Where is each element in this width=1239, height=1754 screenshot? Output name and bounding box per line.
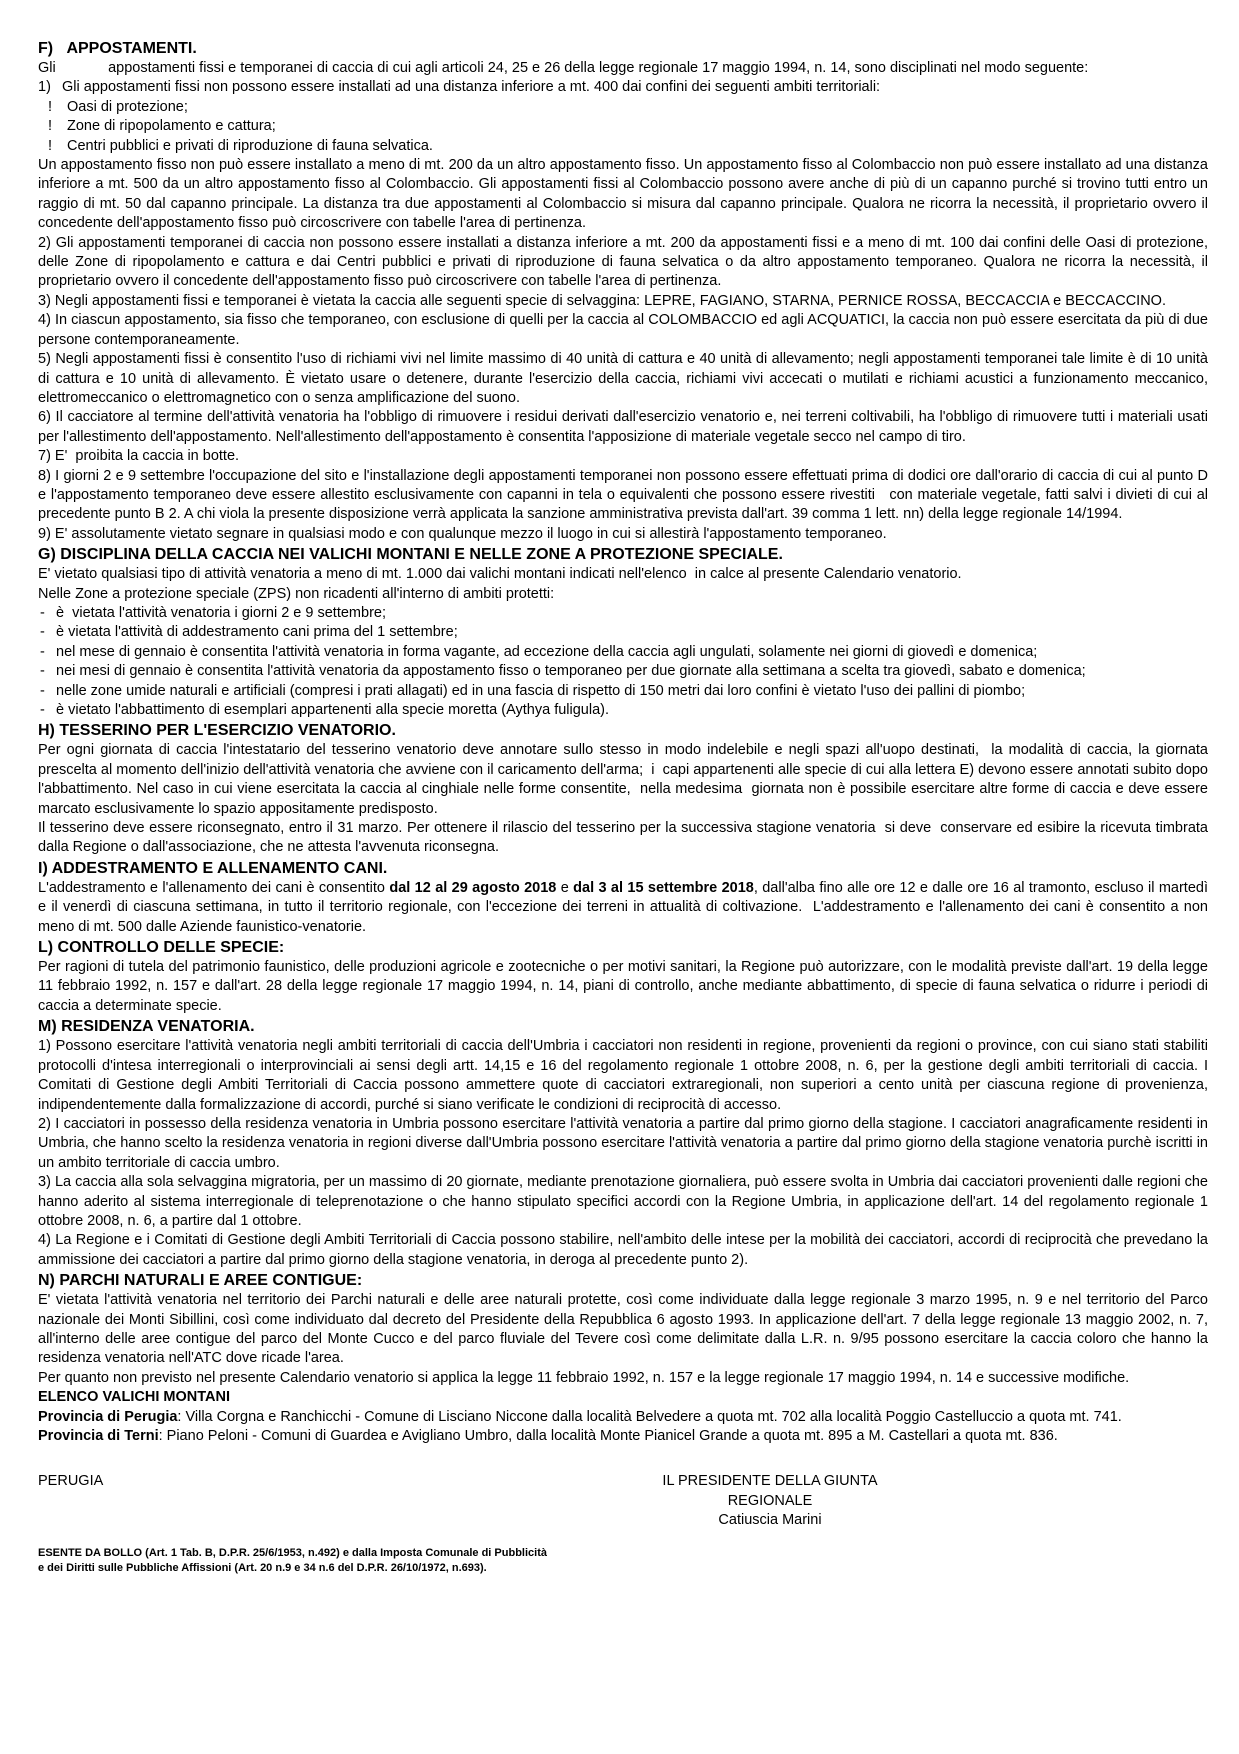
plain-text: , dall'alba fino alle ore 12 e dalle ore 16 al tramonto, escluso il martedì e il venerdì di ciascuna settimana, in tutto il territorio regionale, con l'eccezione dei terreni in attualità di coltivazione. L'addestramento e l'allenamento dei cani è consentito a non meno di mt. 500 dalle Aziende faunistico-venatorie. [38,879,1208,935]
list-item-text: nei mesi di gennaio è consentita l'attività venatoria da appostamento fisso o temporaneo per due giornate alla settimana a scelta tra giovedì, sabato e domenica; [56,663,1086,680]
president-block [630,1472,910,1530]
paragraph: Per quanto non previsto nel presente Calendario venatorio si applica la legge 11 febbraio 1992, n. 157 e la legge regionale 17 maggio 1994, n. 14 e successive modifiche. [38,1369,1130,1386]
section-heading: G) DISCIPLINA DELLA CACCIA NEI VALICHI MONTANI E NELLE ZONE A PROTEZIONE SPECIALE. [38,546,783,564]
paragraph: 6) Il cacciatore al termine dell'attività venatoria ha l'obbligo di rimuovere i residui derivati dall'esercizio venatorio e, nei terreni coltivabili, ha l'obbligo di rimuovere tutti i materiali usati per l'allestimento dell'appostamento. Nell'allestimento dell'appostamento è consentita l'apposizione di materiale vegetale secco nel campo di tiro. [38,409,1208,445]
plain-text: : Villa Corgna e Ranchicchi - Comune di Lisciano Niccone dalla località Belvedere a quota mt. 702 alla località Poggio Castelluccio a quota mt. 741. [177,1408,1122,1425]
bold-text: dal 3 al 15 settembre 2018 [573,879,754,896]
plain-text: L'addestramento e l'allenamento dei cani è consentito [38,879,390,896]
paragraph: 3) Negli appostamenti fissi e temporanei è vietata la caccia alle seguenti specie di selvaggina: LEPRE, FAGIANO, STARNA, PERNICE ROSSA, BECCACCIA e BECCACCINO. [38,292,1166,309]
footer-line-2: e dei Diritti sulle Pubbliche Affissioni (Art. 20 n.9 e 34 n.6 del D.P.R. 26/10/1972, n.693). [38,1561,487,1574]
paragraph: E' vietata l'attività venatoria nel territorio dei Parchi naturali e delle aree naturali protette, così come individuate dalla legge regionale 3 marzo 1995, n. 9 e nel territorio del Parco nazionale dei Monti Sibillini, così come individuato dal decreto del Presidente della Repubblica 6 agosto 1993. In applicazione dell'art. 7 della legge regionale 13 maggio 2002, n. 7, all'interno delle aree contigue del parco del Monte Cucco e del parco fluviale del Tevere così come delimitate dalla L.R. n. 9/95 possono esercitare la caccia coloro che hanno la residenza venatoria nell'ATC dove ricade l'area. [38,1292,1208,1367]
list-marker: - [40,682,45,699]
signature-block [38,1472,1208,1529]
paragraph: 1) Possono esercitare l'attività venatoria negli ambiti territoriali di caccia dell'Umbria i cacciatori non residenti in regione, provenienti da regioni o province, con cui siano stati stabiliti protocolli d'intesa interregionali o interprovinciali ai sensi degli artt. 14,15 e 16 del regolamento regionale 1 ottobre 2008, n. 6, per la gestione degli ambiti territoriali di caccia. I Comitati di Gestione degli Ambiti Territoriali di Caccia possono ammettere quote di cacciatori extraregionali, non superiori a cento unità per ciascuna regione di provenienza, indipendentemente dalla formalizzazione di accordi, purché si siano verificate le condizioni di reciprocità di accesso. [38,1038,1208,1113]
paragraph [38,1427,1208,1446]
paragraph: Un appostamento fisso non può essere installato a meno di mt. 200 da un altro appostamento fisso. Un appostamento fisso al Colombaccio non può essere installato ad una distanza inferiore a mt. 500 da un altro appostamento fisso al Colombaccio. Gli appostamenti fissi al Colombaccio possono avere anche di più di un capanno purché si trovino tutti entro un raggio di mt. 50 dal capanno principale. La distanza tra due appostamenti al Colombaccio si misura dal capanno principale. Qualora ne ricorra la necessità, il proprietario ovvero il concedente dell'appostamento fisso può circoscrivere con tabelle l'area di pertinenza. [38,157,1208,232]
paragraph: Per ogni giornata di caccia l'intestatario del tesserino venatorio deve annotare sullo stesso in modo indelebile e negli spazi all'uopo destinati, la modalità di caccia, la giornata prescelta al momento dell'inizio dell'attività venatoria che avviene con il caricamento dell'arma; i capi appartenenti alle specie di cui alla lettera E) devono essere annotati subito dopo l'abbattimento. Nel caso in cui viene esercitata la caccia al cinghiale nelle forme consentite, nella medesima giornata non è possibile esercitare altre forme di caccia e deve essere marcato esclusivamente lo spazio appositamente predisposto. [38,742,1208,817]
place-label: PERUGIA [38,1473,104,1490]
paragraph [38,1408,1208,1427]
list-item [38,117,1208,136]
president-name: Catiuscia Marini [718,1512,822,1529]
list-item-text: è vietata l'attività di addestramento cani prima del 1 settembre; [56,624,458,641]
paragraph [38,1388,1208,1407]
paragraph: 4) In ciascun appostamento, sia fisso che temporaneo, con esclusione di quelli per la caccia al COLOMBACCIO ed agli ACQUATICI, la caccia non può essere esercitata da più di due persone contemporaneamente. [38,312,1208,348]
list-item [38,137,1208,156]
list-item [38,643,1208,662]
paragraph: 4) La Regione e i Comitati di Gestione degli Ambiti Territoriali di Caccia possono stabilire, nell'ambito delle intese per la mobilità dei cacciatori, accordi di reciprocità che prevedano la ammissione dei cacciatori a partire dal primo giorno della stagione venatoria, in deroga al precedente punto 2). [38,1232,1208,1268]
bold-text: Provincia di Perugia [38,1408,178,1425]
list-item [38,662,1208,681]
paragraph: 9) E' assolutamente vietato segnare in qualsiasi modo e con qualunque mezzo il luogo in cui si allestirà l'appostamento temporaneo. [38,525,887,542]
plain-text: e [556,879,574,896]
section-heading: N) PARCHI NATURALI E AREE CONTIGUE: [38,1272,363,1290]
paragraph [38,879,1208,937]
list-marker: - [40,624,45,641]
list-marker: ! [48,118,53,135]
list-item-text: Zone di ripopolamento e cattura; [67,118,276,135]
list-marker: 1) [38,79,51,96]
list-marker: - [40,604,45,621]
list-item-text: Oasi di protezione; [67,98,188,115]
list-item [38,701,1208,720]
paragraph: Per ragioni di tutela del patrimonio faunistico, delle produzioni agricole e zootecniche o per motivi sanitari, la Regione può autorizzare, con le modalità previste dall'art. 19 della legge 11 febbraio 1992, n. 157 e dall'art. 28 della legge regionale 17 maggio 1994, n. 14, piani di controllo, anche mediante abbattimento, di specie di fauna selvatica o ridurre i periodi di caccia a determinate specie. [38,959,1208,1014]
president-title: IL PRESIDENTE DELLA GIUNTA REGIONALE [662,1473,878,1509]
list-item-text: nelle zone umide naturali e artificiali (compresi i prati allagati) ed in una fascia di rispetto di 150 metri dai loro confini è vietato l'uso dei pallini di piombo; [56,682,1026,699]
bold-text: ELENCO VALICHI MONTANI [38,1389,230,1406]
paragraph: Il tesserino deve essere riconsegnato, entro il 31 marzo. Per ottenere il rilascio del tesserino per la successiva stagione venatoria si deve conservare ed esibire la ricevuta timbrata dalla Regione o dall'associazione, che ne attesta l'avvenuta riconsegna. [38,820,1208,856]
section-heading: L) CONTROLLO DELLE SPECIE: [38,939,285,957]
list-marker: ! [48,98,53,115]
paragraph: E' vietato qualsiasi tipo di attività venatoria a meno di mt. 1.000 dai valichi montani indicati nell'elenco in calce al presente Calendario venatorio. [38,566,962,583]
bold-text: dal 12 al 29 agosto 2018 [389,879,557,896]
bold-text: Provincia di Terni [38,1428,159,1444]
paragraph: 2) Gli appostamenti temporanei di caccia non possono essere installati a distanza inferiore a mt. 200 da appostamenti fissi e a meno di mt. 100 dai confini delle Oasi di protezione, delle Zone di ripopolamento e cattura e dai Centri pubblici e privati di riproduzione di fauna selvatica o da altro appostamento temporaneo. Qualora ne ricorra la necessità, il proprietario ovvero il concedente dell'appostamento fisso può circoscrivere con tabelle l'area di pertinenza. [38,234,1208,290]
list-item-text: Gli appostamenti fissi non possono essere installati ad una distanza inferiore a mt. 400 dai confini dei seguenti ambiti territoriali: [62,79,881,96]
section-heading: M) RESIDENZA VENATORIA. [38,1018,255,1036]
list-marker: - [40,702,45,718]
footer-line-1: ESENTE DA BOLLO (Art. 1 Tab. B, D.P.R. 25/6/1953, n.492) e dalla Imposta Comunale di Pubblicità [38,1547,547,1560]
section-heading: I) ADDESTRAMENTO E ALLENAMENTO CANI. [38,859,388,877]
paragraph: 3) La caccia alla sola selvaggina migratoria, per un massimo di 20 giornate, mediante prenotazione giornaliera, può essere svolta in Umbria dai cacciatori provenienti dalle regioni che hanno aderito al sistema interregionale di teleprenotazione o che hanno stipulato specifici accordi con la Regione Umbria, in applicazione dell'art. 14 del regolamento regionale 1 ottobre 2008, n. 6, a partire dal 1 ottobre. [38,1174,1208,1229]
section-heading: F) APPOSTAMENTI. [38,40,197,57]
stamp-exemption-note [38,1546,1208,1575]
section-heading: H) TESSERINO PER L'ESERCIZIO VENATORIO. [38,722,396,740]
list-item [38,98,1208,117]
paragraph: 2) I cacciatori in possesso della residenza venatoria in Umbria possono esercitare l'attività venatoria a partire dal primo giorno della stagione. I cacciatori anagraficamente residenti in Umbria, che hanno scelto la residenza venatoria in regioni diverse dall'Umbria possono esercitare l'attività venatoria a partire dal primo giorno della stagione venatoria purchè iscritti in un ambito territoriale di caccia umbro. [38,1115,1208,1171]
list-marker: - [40,663,45,680]
document-body [38,38,1208,1446]
list-item-text: è vietato l'abbattimento di esemplari appartenenti alla specie moretta (Aythya fuligula). [56,702,610,718]
list-marker: - [40,643,45,660]
list-marker: ! [48,137,53,154]
paragraph: 7) E' proibita la caccia in botte. [38,448,240,465]
paragraph: 5) Negli appostamenti fissi è consentito l'uso di richiami vivi nel limite massimo di 40 unità di cattura e 40 unità di allevamento; negli appostamenti temporanei tale limite è di 10 unità di cattura e 10 unità di allevamento. È vietato usare o detenere, durante l'esercizio della caccia, richiami vivi accecati o mutilati e richiami acustici a funzionamento meccanico, elettromeccanico o elettromagnetico con o senza amplificazione del suono. [38,351,1208,406]
list-item [38,604,1208,623]
paragraph: Nelle Zone a protezione speciale (ZPS) non ricadenti all'interno di ambiti protetti: [38,585,555,602]
list-item-text: nel mese di gennaio è consentita l'attività venatoria in forma vagante, ad eccezione della caccia agli ungulati, solamente nei giorni di giovedì e domenica; [56,643,1038,660]
plain-text: : Piano Peloni - Comuni di Guardea e Avigliano Umbro, dalla località Monte Pianicel Grande a quota mt. 895 a M. Castellari a quota mt. 836. [158,1428,1058,1444]
list-item [38,682,1208,701]
list-item [38,78,1208,97]
paragraph: 8) I giorni 2 e 9 settembre l'occupazione del sito e l'installazione degli appostamenti temporanei non possono essere effettuati prima di dodici ore dall'orario di caccia di cui al punto D e l'appostamento temporaneo deve essere allestito esclusivamente con capanni in tela o equivalenti che possono essere rivestiti con materiale vegetale, fatti salvi i divieti di cui al precedente punto B 2. A chi viola la presente disposizione verrà applicata la sanzione amministrativa prevista dall'art. 39 comma 1 lett. nn) della legge regionale 14/1994. [38,467,1208,523]
list-item [38,623,1208,642]
list-item-text: è vietata l'attività venatoria i giorni 2 e 9 settembre; [56,604,386,621]
paragraph: Gli appostamenti fissi e temporanei di caccia di cui agli articoli 24, 25 e 26 della legge regionale 17 maggio 1994, n. 14, sono disciplinati nel modo seguente: [38,60,1089,76]
list-item-text: Centri pubblici e privati di riproduzione di fauna selvatica. [67,137,433,154]
